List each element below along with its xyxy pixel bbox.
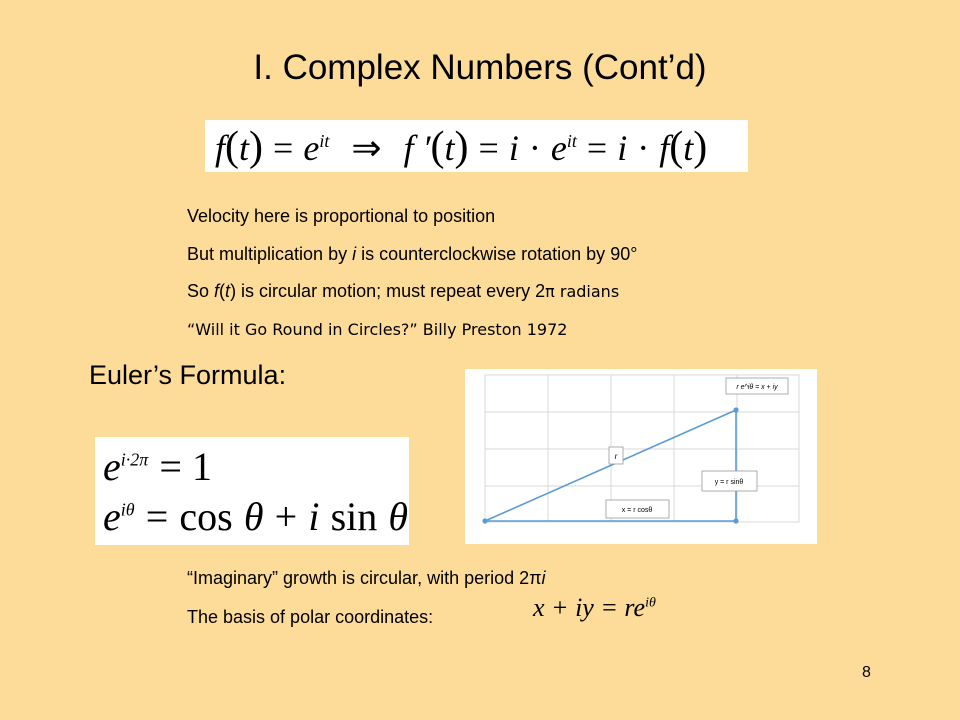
eq-f: f xyxy=(215,128,226,168)
label-y-text: y = r sinθ xyxy=(714,479,744,486)
eq-e2: e xyxy=(550,128,567,168)
eq-f2: f xyxy=(659,128,670,168)
euler-i: i xyxy=(308,494,320,539)
text-part: π radians xyxy=(545,282,620,301)
label-reitheta-text: r e^iθ = x + iy xyxy=(736,384,778,391)
eq-exp-it: it xyxy=(319,131,330,151)
euler-theta2: θ xyxy=(388,494,409,539)
eq-exp-it2: it xyxy=(566,131,577,151)
euler-heading: Euler’s Formula: xyxy=(89,360,287,390)
euler-plus: + xyxy=(274,494,298,539)
euler-e2: e xyxy=(103,494,121,539)
euler-e1: e xyxy=(103,444,121,489)
text-velocity: Velocity here is proportional to position xyxy=(187,206,496,226)
label-r-text: r xyxy=(614,452,618,461)
eq-equals: = xyxy=(273,128,294,168)
text-billy-preston: “Will it Go Round in Circles?” Billy Preston 1972 xyxy=(187,320,568,339)
euler-cos: cos xyxy=(179,494,233,539)
eq-implies: ⇒ xyxy=(351,128,382,168)
equation-derivative: $f(t) = e^{it}$ ⇒ f $'(t) = i \cdot e^{it} = i \cdot f(t)$ xyxy=(215,124,708,170)
euler-line2 xyxy=(103,493,408,540)
eq-t: t xyxy=(239,128,250,168)
text-ital: f xyxy=(214,281,220,301)
foot-point xyxy=(733,518,738,523)
euler-formula-box xyxy=(95,437,409,545)
eq-equals3: = xyxy=(586,128,608,168)
eq-i2: i xyxy=(617,128,628,168)
complex-point xyxy=(733,407,738,412)
text-circular-motion xyxy=(187,281,619,302)
origin-point xyxy=(482,518,487,523)
text-part: But multiplication by xyxy=(187,244,353,264)
text-ital: i xyxy=(352,244,357,264)
page-number: 8 xyxy=(862,664,871,681)
text-multiplication xyxy=(187,244,637,265)
eq-i: i xyxy=(508,128,519,168)
text-polar-basis: The basis of polar coordinates: xyxy=(187,607,434,627)
equation-derivative-box xyxy=(205,120,748,172)
text-part: is counterclockwise rotation by 90° xyxy=(356,244,638,264)
euler-line1 xyxy=(103,443,212,490)
text-part: So xyxy=(187,281,215,301)
euler-exp2: iθ xyxy=(120,499,135,520)
polar-diagram xyxy=(465,369,817,544)
polar-eq-exp: iθ xyxy=(645,595,656,611)
polar-equation xyxy=(533,592,656,623)
text-part: “Imaginary” growth is circular, with period 2π xyxy=(187,568,542,588)
label-reitheta xyxy=(726,378,788,394)
eq-dot: · xyxy=(528,128,541,168)
euler-theta: θ xyxy=(243,494,264,539)
text-ital: t xyxy=(225,281,231,301)
label-x xyxy=(606,500,669,518)
text-ital: i xyxy=(541,568,546,588)
euler-rhs1: = 1 xyxy=(159,444,212,489)
euler-sin: sin xyxy=(330,494,378,539)
label-x-text: x = r cosθ xyxy=(621,507,653,514)
polar-eq-lhs: x + iy = re xyxy=(533,593,646,622)
euler-exp1: i·2π xyxy=(120,449,149,470)
text-part: ( xyxy=(219,281,226,301)
eq-t3: t xyxy=(683,128,694,168)
eq-dot2: · xyxy=(637,128,650,168)
eq-e: e xyxy=(303,128,320,168)
eq-equals2: = xyxy=(478,128,499,168)
eq-fprime: f ′ xyxy=(403,128,431,168)
text-imaginary-growth xyxy=(187,568,546,589)
label-y xyxy=(702,471,757,491)
slide-title: I. Complex Numbers (Cont’d) xyxy=(253,48,707,87)
label-r xyxy=(609,447,623,464)
text-part: ) is circular motion; must repeat every 2 xyxy=(230,281,546,301)
euler-eq2: = xyxy=(145,494,169,539)
eq-t2: t xyxy=(444,128,455,168)
